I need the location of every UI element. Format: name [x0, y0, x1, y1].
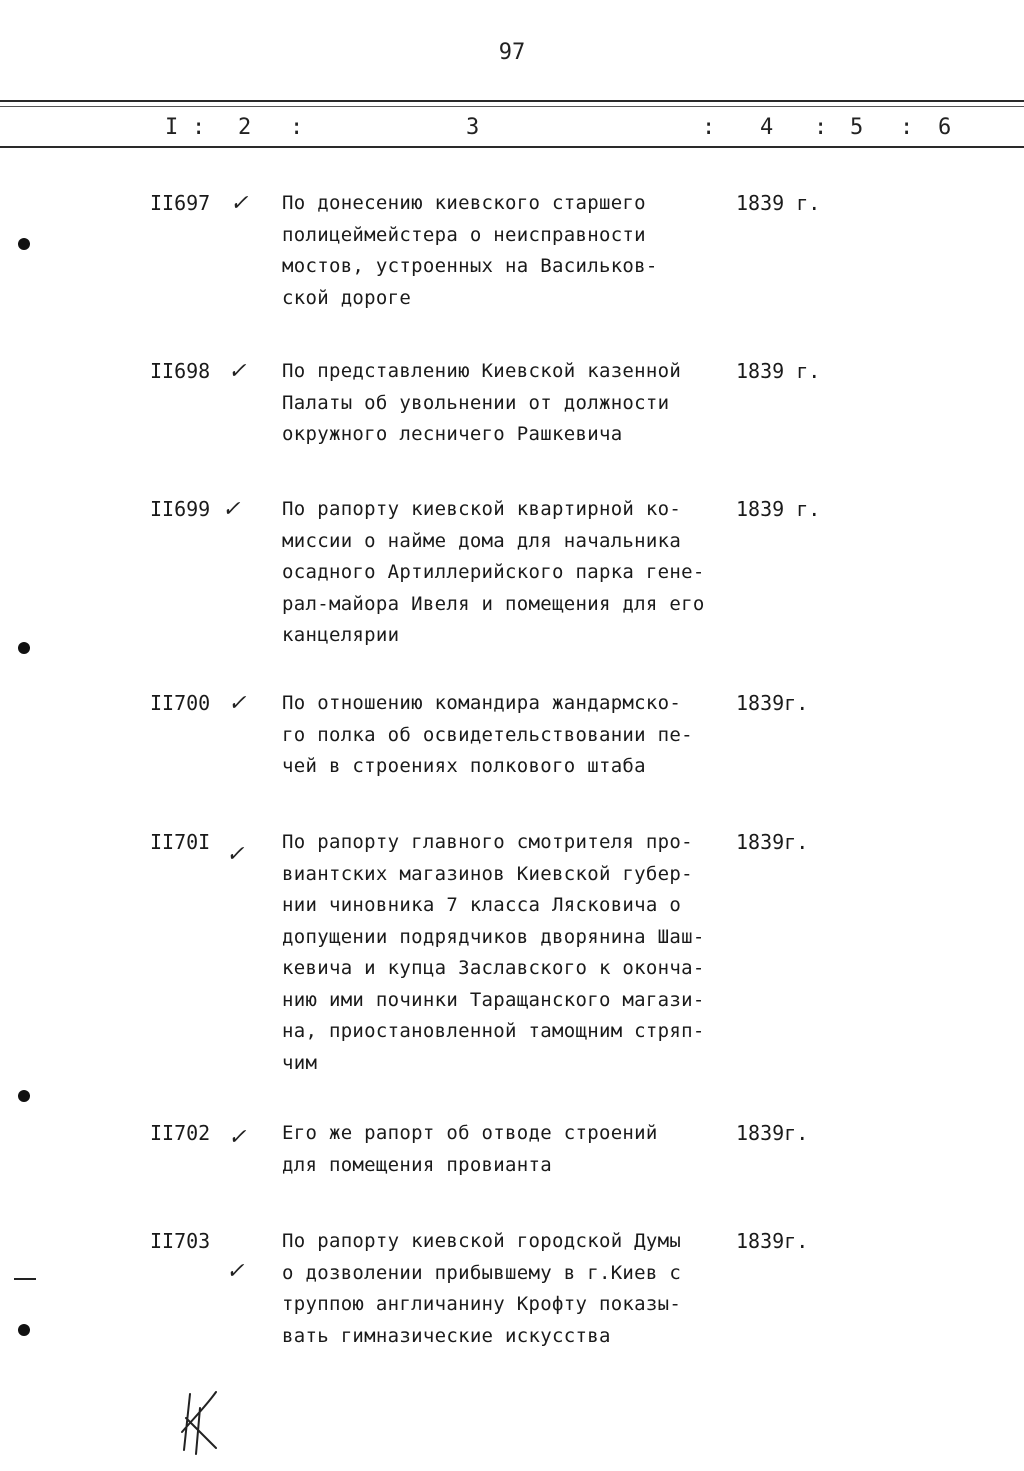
record-number: II698 — [150, 359, 211, 383]
column-header-1: I — [165, 115, 179, 140]
record-description-line: на, приостановленной тамощним стряп- — [282, 1020, 705, 1042]
record-description-line: Палаты об увольнении от должности — [282, 391, 670, 414]
checkmark-icon: ✓ — [230, 191, 249, 216]
column-header-2: 2 — [238, 115, 252, 140]
record-description-line: нии чиновника 7 класса Лясковича о — [282, 894, 682, 916]
binder-hole — [18, 1324, 30, 1336]
column-header-5: 5 — [850, 115, 864, 140]
record-description — [282, 188, 752, 314]
checkmark-icon: ✓ — [228, 691, 247, 716]
record-description-line: о дозволении прибывшему в г.Киев с — [282, 1261, 682, 1284]
record-year: 1839 г. — [736, 497, 821, 521]
record-year: 1839 г. — [736, 359, 821, 383]
record-description — [282, 356, 752, 451]
record-description — [282, 1118, 752, 1181]
record-number: II70I — [150, 830, 211, 854]
record-description-line: осадного Артиллерийского парка гене- — [282, 561, 705, 583]
record-description-line: для помещения провианта — [282, 1153, 552, 1176]
column-header-4: 4 — [760, 115, 774, 140]
record-year: 1839г. — [736, 691, 809, 715]
margin-dash — [14, 1278, 36, 1280]
record-description-line: По донесению киевского старшего — [282, 192, 646, 214]
checkmark-icon: ✓ — [222, 497, 241, 522]
header-rule-bottom — [0, 146, 1024, 148]
binder-hole — [18, 1090, 30, 1102]
record-description-line: канцелярии — [282, 624, 400, 646]
record-description-line: кевича и купца Заславского к оконча- — [282, 957, 705, 979]
record-description-line: вать гимназические искусства — [282, 1324, 611, 1347]
record-number: II703 — [150, 1229, 211, 1253]
record-year: 1839г. — [736, 1121, 809, 1145]
column-separator: : — [290, 115, 304, 140]
checkmark-icon: ✓ — [228, 1125, 247, 1150]
checkmark-icon: ✓ — [226, 842, 245, 867]
record-description-line: рал-майора Ивеля и помещения для его — [282, 592, 705, 615]
record-description-line: допущении подрядчиков дворянина Шаш- — [282, 925, 705, 948]
checkmark-icon: ✓ — [226, 1259, 245, 1284]
record-description-line: ской дороге — [282, 286, 412, 309]
record-description — [282, 494, 752, 652]
record-description — [282, 827, 752, 1079]
header-rule-top — [0, 100, 1024, 102]
record-description-line: мостов, устроенных на Васильков- — [282, 255, 658, 277]
header-rule-top-thin — [0, 106, 1024, 107]
binder-hole — [18, 642, 30, 654]
record-number: II699 — [150, 497, 211, 521]
column-separator: : — [702, 115, 716, 140]
record-number: II700 — [150, 691, 211, 715]
column-header-6: 6 — [938, 115, 952, 140]
record-description-line: виантских магазинов Киевской губер- — [282, 862, 693, 885]
record-year: 1839г. — [736, 830, 809, 854]
page-number: 97 — [498, 40, 526, 65]
record-number: II697 — [150, 191, 211, 215]
record-number: II702 — [150, 1121, 211, 1145]
column-separator: : — [900, 115, 914, 140]
signature-mark — [176, 1388, 226, 1458]
record-description-line: По рапорту киевской городской Думы — [282, 1230, 682, 1252]
record-description-line: го полка об освидетельствовании пе- — [282, 723, 693, 746]
record-description-line: Его же рапорт об отводе строений — [282, 1122, 658, 1144]
record-description-line: чим — [282, 1051, 318, 1074]
record-description-line: чей в строениях полкового штаба — [282, 755, 646, 777]
column-separator: : — [192, 115, 206, 140]
record-description-line: полицеймейстера о неисправности — [282, 223, 646, 246]
record-year: 1839г. — [736, 1229, 809, 1253]
record-description-line: По рапорту главного смотрителя про- — [282, 831, 693, 853]
binder-hole — [18, 238, 30, 250]
record-description — [282, 1226, 752, 1352]
record-description-line: нию ими починки Таращанского магази- — [282, 988, 705, 1011]
record-description-line: миссии о найме дома для начальника — [282, 529, 682, 552]
checkmark-icon: ✓ — [228, 359, 247, 384]
record-description — [282, 688, 752, 783]
column-separator: : — [814, 115, 828, 140]
record-description-line: По рапорту киевской квартирной ко- — [282, 498, 682, 520]
record-description-line: По представлению Киевской казенной — [282, 360, 682, 382]
record-description-line: По отношению командира жандармско- — [282, 692, 682, 714]
record-description-line: труппою англичанину Крофту показы- — [282, 1293, 682, 1315]
record-description-line: окружного лесничего Рашкевича — [282, 423, 623, 445]
record-year: 1839 г. — [736, 191, 821, 215]
column-header-3: 3 — [466, 115, 480, 140]
